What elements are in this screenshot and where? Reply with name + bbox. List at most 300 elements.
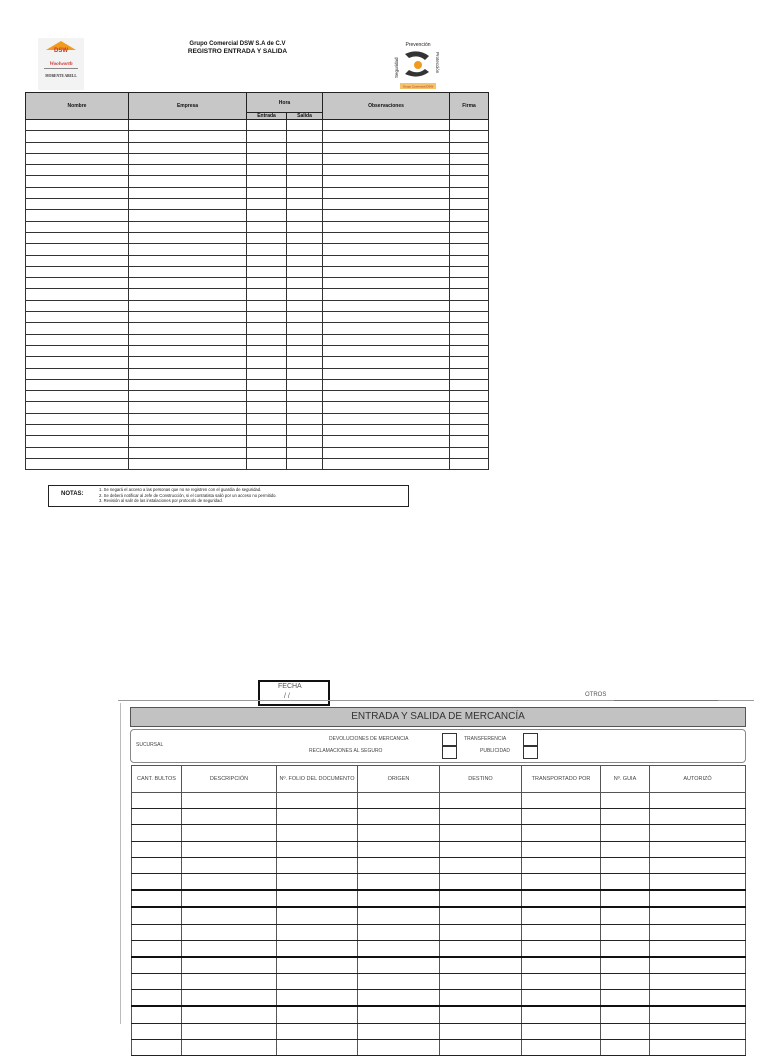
log-cell[interactable] xyxy=(287,266,323,277)
merchandise-cell[interactable] xyxy=(277,809,358,825)
log-cell[interactable] xyxy=(323,255,450,266)
log-cell[interactable] xyxy=(247,312,287,323)
merchandise-cell[interactable] xyxy=(601,809,650,825)
log-cell[interactable] xyxy=(323,221,450,232)
log-cell[interactable] xyxy=(129,221,247,232)
log-cell[interactable] xyxy=(129,436,247,447)
log-cell[interactable] xyxy=(247,289,287,300)
merchandise-cell[interactable] xyxy=(182,907,277,924)
merchandise-cell[interactable] xyxy=(277,793,358,809)
merchandise-cell[interactable] xyxy=(522,809,601,825)
log-cell[interactable] xyxy=(247,210,287,221)
log-cell[interactable] xyxy=(287,458,323,469)
option-devoluciones-checkbox[interactable] xyxy=(442,733,457,746)
merchandise-cell[interactable] xyxy=(601,957,650,974)
log-cell[interactable] xyxy=(129,289,247,300)
merchandise-cell[interactable] xyxy=(358,809,440,825)
merchandise-cell[interactable] xyxy=(277,841,358,857)
log-cell[interactable] xyxy=(323,232,450,243)
log-cell[interactable] xyxy=(26,323,129,334)
log-cell[interactable] xyxy=(26,244,129,255)
merchandise-cell[interactable] xyxy=(440,793,522,809)
log-cell[interactable] xyxy=(323,266,450,277)
log-cell[interactable] xyxy=(247,187,287,198)
merchandise-cell[interactable] xyxy=(601,1039,650,1055)
log-cell[interactable] xyxy=(129,323,247,334)
merchandise-cell[interactable] xyxy=(182,825,277,841)
merchandise-cell[interactable] xyxy=(132,857,182,873)
log-cell[interactable] xyxy=(450,391,489,402)
merchandise-cell[interactable] xyxy=(358,873,440,890)
merchandise-cell[interactable] xyxy=(358,940,440,957)
log-cell[interactable] xyxy=(26,199,129,210)
merchandise-cell[interactable] xyxy=(601,793,650,809)
merchandise-cell[interactable] xyxy=(650,890,746,907)
merchandise-cell[interactable] xyxy=(650,873,746,890)
log-cell[interactable] xyxy=(323,334,450,345)
merchandise-cell[interactable] xyxy=(650,957,746,974)
merchandise-cell[interactable] xyxy=(358,924,440,940)
log-cell[interactable] xyxy=(323,210,450,221)
log-cell[interactable] xyxy=(129,187,247,198)
log-cell[interactable] xyxy=(287,142,323,153)
log-cell[interactable] xyxy=(26,458,129,469)
merchandise-cell[interactable] xyxy=(277,1039,358,1055)
log-cell[interactable] xyxy=(129,391,247,402)
merchandise-cell[interactable] xyxy=(182,857,277,873)
log-cell[interactable] xyxy=(287,278,323,289)
merchandise-cell[interactable] xyxy=(440,974,522,990)
log-cell[interactable] xyxy=(287,379,323,390)
merchandise-cell[interactable] xyxy=(277,1006,358,1023)
merchandise-cell[interactable] xyxy=(358,1039,440,1055)
merchandise-cell[interactable] xyxy=(358,1006,440,1023)
merchandise-cell[interactable] xyxy=(182,1039,277,1055)
log-cell[interactable] xyxy=(323,323,450,334)
log-cell[interactable] xyxy=(247,300,287,311)
merchandise-cell[interactable] xyxy=(358,990,440,1007)
merchandise-cell[interactable] xyxy=(182,924,277,940)
merchandise-cell[interactable] xyxy=(358,857,440,873)
log-cell[interactable] xyxy=(129,210,247,221)
merchandise-cell[interactable] xyxy=(601,873,650,890)
log-cell[interactable] xyxy=(323,153,450,164)
log-cell[interactable] xyxy=(450,300,489,311)
log-cell[interactable] xyxy=(450,458,489,469)
log-cell[interactable] xyxy=(26,210,129,221)
log-cell[interactable] xyxy=(26,142,129,153)
merchandise-cell[interactable] xyxy=(358,974,440,990)
log-cell[interactable] xyxy=(129,300,247,311)
merchandise-cell[interactable] xyxy=(601,841,650,857)
log-cell[interactable] xyxy=(323,120,450,131)
merchandise-cell[interactable] xyxy=(277,1023,358,1039)
merchandise-cell[interactable] xyxy=(182,957,277,974)
log-cell[interactable] xyxy=(450,357,489,368)
log-cell[interactable] xyxy=(323,278,450,289)
log-cell[interactable] xyxy=(287,199,323,210)
merchandise-cell[interactable] xyxy=(182,873,277,890)
log-cell[interactable] xyxy=(323,379,450,390)
log-cell[interactable] xyxy=(323,289,450,300)
log-cell[interactable] xyxy=(247,357,287,368)
merchandise-cell[interactable] xyxy=(277,907,358,924)
log-cell[interactable] xyxy=(450,187,489,198)
log-cell[interactable] xyxy=(26,413,129,424)
merchandise-cell[interactable] xyxy=(440,857,522,873)
log-cell[interactable] xyxy=(26,153,129,164)
merchandise-cell[interactable] xyxy=(182,890,277,907)
log-cell[interactable] xyxy=(450,210,489,221)
log-cell[interactable] xyxy=(247,447,287,458)
merchandise-cell[interactable] xyxy=(601,857,650,873)
merchandise-cell[interactable] xyxy=(440,1039,522,1055)
merchandise-cell[interactable] xyxy=(440,940,522,957)
merchandise-cell[interactable] xyxy=(650,1006,746,1023)
merchandise-cell[interactable] xyxy=(358,825,440,841)
log-cell[interactable] xyxy=(323,244,450,255)
log-cell[interactable] xyxy=(26,165,129,176)
log-cell[interactable] xyxy=(450,345,489,356)
log-cell[interactable] xyxy=(323,413,450,424)
log-cell[interactable] xyxy=(26,312,129,323)
merchandise-cell[interactable] xyxy=(132,974,182,990)
log-cell[interactable] xyxy=(450,266,489,277)
log-cell[interactable] xyxy=(247,458,287,469)
log-cell[interactable] xyxy=(129,255,247,266)
merchandise-cell[interactable] xyxy=(522,907,601,924)
log-cell[interactable] xyxy=(26,289,129,300)
merchandise-cell[interactable] xyxy=(522,1039,601,1055)
log-cell[interactable] xyxy=(450,312,489,323)
merchandise-cell[interactable] xyxy=(650,825,746,841)
log-cell[interactable] xyxy=(450,165,489,176)
merchandise-cell[interactable] xyxy=(522,957,601,974)
merchandise-cell[interactable] xyxy=(522,1006,601,1023)
merchandise-cell[interactable] xyxy=(440,825,522,841)
log-cell[interactable] xyxy=(26,391,129,402)
log-cell[interactable] xyxy=(323,345,450,356)
log-cell[interactable] xyxy=(323,312,450,323)
log-cell[interactable] xyxy=(129,425,247,436)
log-cell[interactable] xyxy=(26,379,129,390)
merchandise-cell[interactable] xyxy=(440,990,522,1007)
merchandise-cell[interactable] xyxy=(277,890,358,907)
log-cell[interactable] xyxy=(287,323,323,334)
log-cell[interactable] xyxy=(247,379,287,390)
log-cell[interactable] xyxy=(26,266,129,277)
merchandise-cell[interactable] xyxy=(182,974,277,990)
merchandise-cell[interactable] xyxy=(182,1006,277,1023)
log-cell[interactable] xyxy=(247,255,287,266)
log-cell[interactable] xyxy=(323,176,450,187)
merchandise-cell[interactable] xyxy=(132,1006,182,1023)
merchandise-cell[interactable] xyxy=(277,873,358,890)
log-cell[interactable] xyxy=(26,278,129,289)
merchandise-cell[interactable] xyxy=(358,793,440,809)
merchandise-cell[interactable] xyxy=(358,841,440,857)
merchandise-cell[interactable] xyxy=(182,940,277,957)
merchandise-cell[interactable] xyxy=(277,957,358,974)
merchandise-cell[interactable] xyxy=(522,940,601,957)
log-cell[interactable] xyxy=(247,425,287,436)
merchandise-cell[interactable] xyxy=(132,924,182,940)
merchandise-cell[interactable] xyxy=(132,1039,182,1055)
log-cell[interactable] xyxy=(26,436,129,447)
merchandise-cell[interactable] xyxy=(440,890,522,907)
otros-line[interactable] xyxy=(614,700,718,701)
merchandise-cell[interactable] xyxy=(601,825,650,841)
merchandise-cell[interactable] xyxy=(522,1023,601,1039)
log-cell[interactable] xyxy=(450,425,489,436)
log-cell[interactable] xyxy=(247,232,287,243)
log-cell[interactable] xyxy=(323,391,450,402)
merchandise-cell[interactable] xyxy=(650,924,746,940)
merchandise-cell[interactable] xyxy=(601,990,650,1007)
log-cell[interactable] xyxy=(287,244,323,255)
log-cell[interactable] xyxy=(26,334,129,345)
merchandise-cell[interactable] xyxy=(358,957,440,974)
merchandise-cell[interactable] xyxy=(522,793,601,809)
merchandise-cell[interactable] xyxy=(132,809,182,825)
log-cell[interactable] xyxy=(450,153,489,164)
log-cell[interactable] xyxy=(26,232,129,243)
log-cell[interactable] xyxy=(247,323,287,334)
merchandise-cell[interactable] xyxy=(182,841,277,857)
merchandise-cell[interactable] xyxy=(182,990,277,1007)
log-cell[interactable] xyxy=(129,334,247,345)
log-cell[interactable] xyxy=(287,345,323,356)
merchandise-cell[interactable] xyxy=(601,907,650,924)
merchandise-cell[interactable] xyxy=(522,873,601,890)
log-cell[interactable] xyxy=(287,368,323,379)
log-cell[interactable] xyxy=(323,199,450,210)
merchandise-cell[interactable] xyxy=(440,924,522,940)
log-cell[interactable] xyxy=(129,345,247,356)
merchandise-cell[interactable] xyxy=(440,809,522,825)
log-cell[interactable] xyxy=(247,153,287,164)
log-cell[interactable] xyxy=(247,131,287,142)
option-reclamaciones-checkbox[interactable] xyxy=(442,746,457,759)
log-cell[interactable] xyxy=(323,368,450,379)
log-cell[interactable] xyxy=(247,244,287,255)
log-cell[interactable] xyxy=(287,312,323,323)
log-cell[interactable] xyxy=(450,232,489,243)
log-cell[interactable] xyxy=(323,165,450,176)
log-cell[interactable] xyxy=(287,255,323,266)
merchandise-cell[interactable] xyxy=(132,873,182,890)
log-cell[interactable] xyxy=(129,176,247,187)
log-cell[interactable] xyxy=(247,142,287,153)
merchandise-cell[interactable] xyxy=(601,924,650,940)
merchandise-cell[interactable] xyxy=(522,857,601,873)
merchandise-cell[interactable] xyxy=(277,924,358,940)
merchandise-cell[interactable] xyxy=(132,890,182,907)
log-cell[interactable] xyxy=(450,199,489,210)
log-cell[interactable] xyxy=(287,176,323,187)
log-cell[interactable] xyxy=(129,142,247,153)
log-cell[interactable] xyxy=(247,334,287,345)
merchandise-cell[interactable] xyxy=(132,957,182,974)
merchandise-cell[interactable] xyxy=(601,1006,650,1023)
merchandise-cell[interactable] xyxy=(650,1023,746,1039)
log-cell[interactable] xyxy=(247,278,287,289)
log-cell[interactable] xyxy=(450,255,489,266)
log-cell[interactable] xyxy=(450,120,489,131)
merchandise-cell[interactable] xyxy=(522,890,601,907)
merchandise-cell[interactable] xyxy=(522,990,601,1007)
merchandise-cell[interactable] xyxy=(358,890,440,907)
option-transferencia-checkbox[interactable] xyxy=(523,733,538,746)
log-cell[interactable] xyxy=(247,165,287,176)
log-cell[interactable] xyxy=(26,255,129,266)
log-cell[interactable] xyxy=(129,413,247,424)
merchandise-cell[interactable] xyxy=(277,990,358,1007)
log-cell[interactable] xyxy=(323,187,450,198)
log-cell[interactable] xyxy=(129,120,247,131)
log-cell[interactable] xyxy=(129,232,247,243)
log-cell[interactable] xyxy=(450,402,489,413)
merchandise-cell[interactable] xyxy=(650,857,746,873)
log-cell[interactable] xyxy=(247,221,287,232)
option-publicidad-checkbox[interactable] xyxy=(523,746,538,759)
log-cell[interactable] xyxy=(287,357,323,368)
log-cell[interactable] xyxy=(450,278,489,289)
log-cell[interactable] xyxy=(129,199,247,210)
log-cell[interactable] xyxy=(26,120,129,131)
log-cell[interactable] xyxy=(323,425,450,436)
log-cell[interactable] xyxy=(247,176,287,187)
merchandise-cell[interactable] xyxy=(132,825,182,841)
log-cell[interactable] xyxy=(287,210,323,221)
log-cell[interactable] xyxy=(26,345,129,356)
log-cell[interactable] xyxy=(129,402,247,413)
log-cell[interactable] xyxy=(129,244,247,255)
merchandise-cell[interactable] xyxy=(440,957,522,974)
log-cell[interactable] xyxy=(129,379,247,390)
log-cell[interactable] xyxy=(450,436,489,447)
merchandise-cell[interactable] xyxy=(522,974,601,990)
merchandise-cell[interactable] xyxy=(522,924,601,940)
merchandise-cell[interactable] xyxy=(440,873,522,890)
merchandise-cell[interactable] xyxy=(601,890,650,907)
log-cell[interactable] xyxy=(450,368,489,379)
log-cell[interactable] xyxy=(247,413,287,424)
log-cell[interactable] xyxy=(247,436,287,447)
merchandise-cell[interactable] xyxy=(650,1039,746,1055)
log-cell[interactable] xyxy=(450,142,489,153)
log-cell[interactable] xyxy=(450,334,489,345)
log-cell[interactable] xyxy=(26,447,129,458)
log-cell[interactable] xyxy=(129,153,247,164)
log-cell[interactable] xyxy=(129,131,247,142)
log-cell[interactable] xyxy=(26,221,129,232)
log-cell[interactable] xyxy=(287,402,323,413)
log-cell[interactable] xyxy=(450,379,489,390)
log-cell[interactable] xyxy=(323,300,450,311)
log-cell[interactable] xyxy=(26,176,129,187)
log-cell[interactable] xyxy=(129,447,247,458)
merchandise-cell[interactable] xyxy=(358,1023,440,1039)
log-cell[interactable] xyxy=(323,447,450,458)
merchandise-cell[interactable] xyxy=(650,940,746,957)
merchandise-cell[interactable] xyxy=(182,793,277,809)
merchandise-cell[interactable] xyxy=(650,907,746,924)
log-cell[interactable] xyxy=(287,187,323,198)
merchandise-cell[interactable] xyxy=(650,974,746,990)
log-cell[interactable] xyxy=(287,153,323,164)
log-cell[interactable] xyxy=(323,436,450,447)
log-cell[interactable] xyxy=(129,368,247,379)
merchandise-cell[interactable] xyxy=(440,907,522,924)
merchandise-cell[interactable] xyxy=(601,940,650,957)
log-cell[interactable] xyxy=(247,391,287,402)
merchandise-cell[interactable] xyxy=(440,1023,522,1039)
log-cell[interactable] xyxy=(247,402,287,413)
log-cell[interactable] xyxy=(129,165,247,176)
log-cell[interactable] xyxy=(247,266,287,277)
merchandise-cell[interactable] xyxy=(277,825,358,841)
log-cell[interactable] xyxy=(323,458,450,469)
log-cell[interactable] xyxy=(323,142,450,153)
log-cell[interactable] xyxy=(129,312,247,323)
log-cell[interactable] xyxy=(247,120,287,131)
log-cell[interactable] xyxy=(26,402,129,413)
log-cell[interactable] xyxy=(26,300,129,311)
log-cell[interactable] xyxy=(450,221,489,232)
log-cell[interactable] xyxy=(26,368,129,379)
log-cell[interactable] xyxy=(323,402,450,413)
merchandise-cell[interactable] xyxy=(358,907,440,924)
merchandise-cell[interactable] xyxy=(440,841,522,857)
merchandise-cell[interactable] xyxy=(277,857,358,873)
log-cell[interactable] xyxy=(287,436,323,447)
log-cell[interactable] xyxy=(287,289,323,300)
log-cell[interactable] xyxy=(287,300,323,311)
log-cell[interactable] xyxy=(247,345,287,356)
log-cell[interactable] xyxy=(323,131,450,142)
merchandise-cell[interactable] xyxy=(132,1023,182,1039)
log-cell[interactable] xyxy=(129,266,247,277)
merchandise-cell[interactable] xyxy=(601,974,650,990)
merchandise-cell[interactable] xyxy=(601,1023,650,1039)
merchandise-cell[interactable] xyxy=(277,974,358,990)
log-cell[interactable] xyxy=(26,131,129,142)
log-cell[interactable] xyxy=(129,458,247,469)
log-cell[interactable] xyxy=(287,165,323,176)
log-cell[interactable] xyxy=(287,131,323,142)
log-cell[interactable] xyxy=(287,413,323,424)
log-cell[interactable] xyxy=(247,199,287,210)
log-cell[interactable] xyxy=(26,357,129,368)
log-cell[interactable] xyxy=(287,232,323,243)
log-cell[interactable] xyxy=(287,221,323,232)
log-cell[interactable] xyxy=(287,425,323,436)
merchandise-cell[interactable] xyxy=(182,1023,277,1039)
log-cell[interactable] xyxy=(129,278,247,289)
merchandise-cell[interactable] xyxy=(440,1006,522,1023)
merchandise-cell[interactable] xyxy=(650,841,746,857)
merchandise-cell[interactable] xyxy=(650,809,746,825)
merchandise-cell[interactable] xyxy=(182,809,277,825)
log-cell[interactable] xyxy=(450,323,489,334)
log-cell[interactable] xyxy=(450,413,489,424)
log-cell[interactable] xyxy=(450,289,489,300)
log-cell[interactable] xyxy=(287,391,323,402)
log-cell[interactable] xyxy=(26,425,129,436)
log-cell[interactable] xyxy=(247,368,287,379)
log-cell[interactable] xyxy=(323,357,450,368)
